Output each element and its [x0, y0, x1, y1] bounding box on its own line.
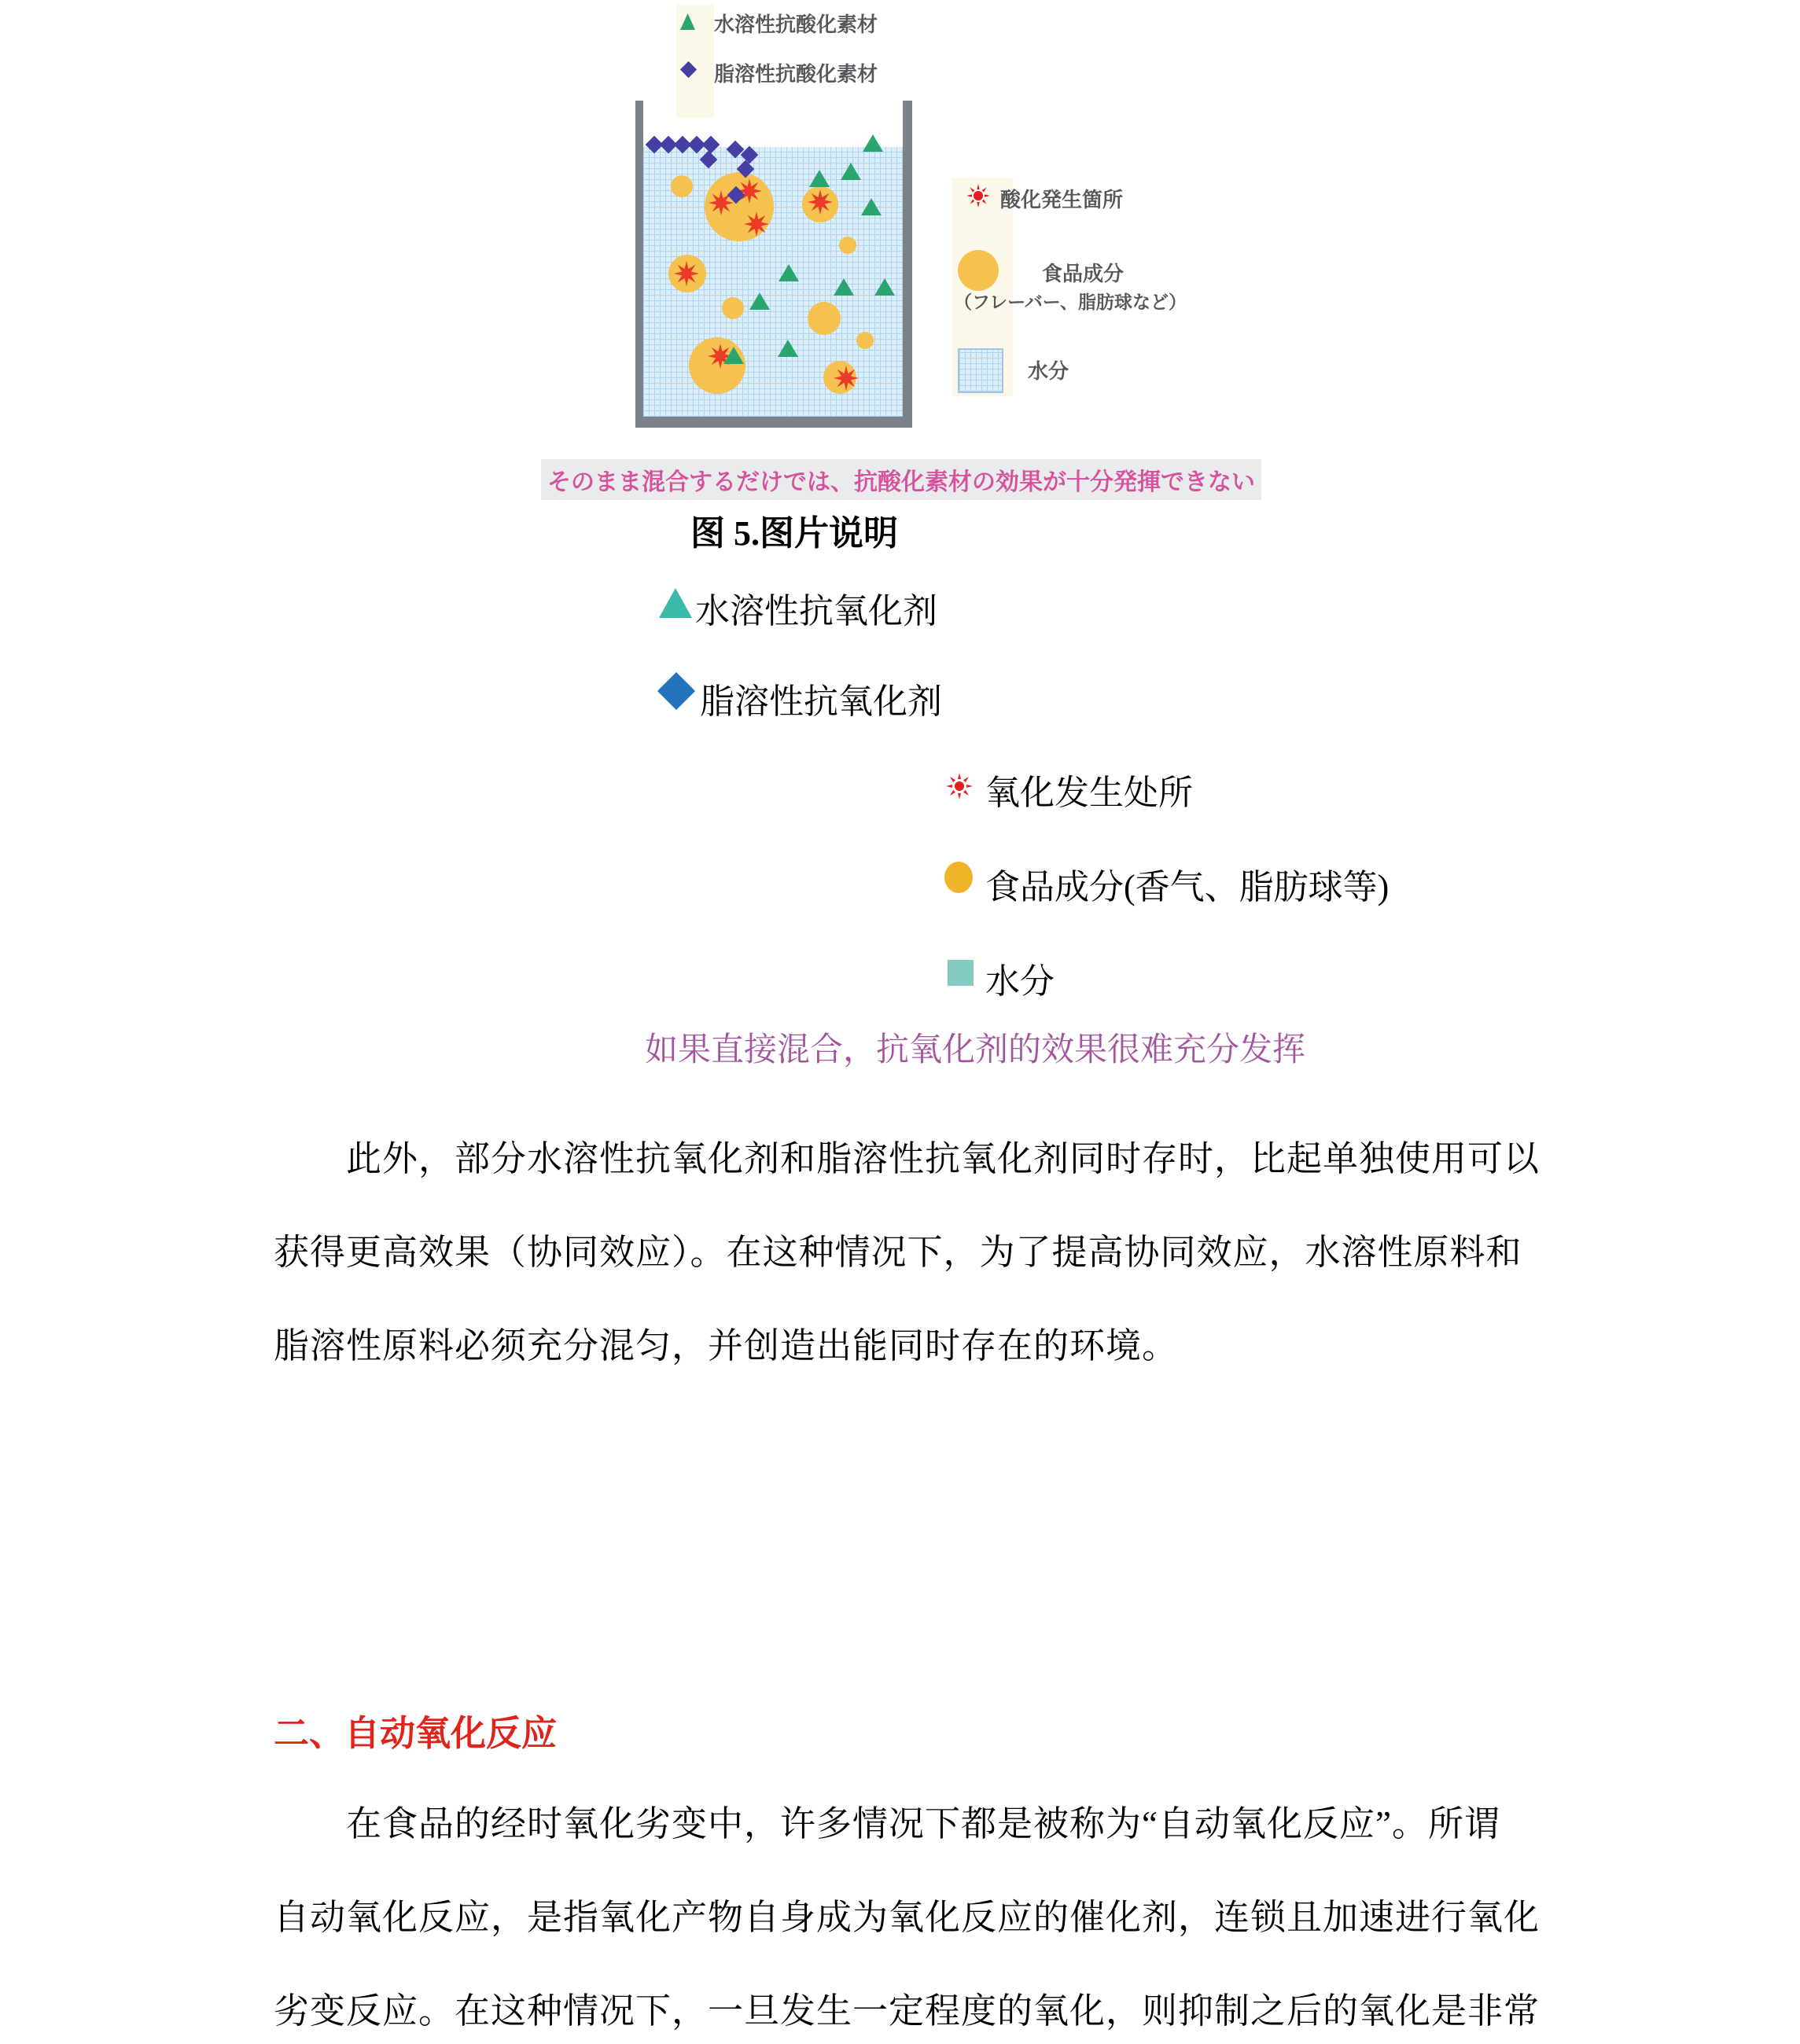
- paragraph-line: 劣变反应。在这种情况下，一旦发生一定程度的氧化，则抑制之后的氧化是非常: [274, 1991, 1540, 2031]
- fat-soluble-particle: [702, 136, 720, 154]
- jp-legend-food-sublabel: （フレーバー、脂肪球など）: [954, 292, 1187, 312]
- paragraph-2: [274, 1777, 1563, 2044]
- cn-legend-moisture-label: 水分: [985, 962, 1055, 1001]
- water-soluble-particle: [779, 264, 799, 281]
- jp-highlight-text: そのまま混合するだけでは、抗酸化素材の効果が十分発揮できない: [547, 469, 1255, 495]
- water-soluble-particle: [778, 340, 798, 357]
- jp-legend-fat-soluble-label: 脂溶性抗酸化素材: [714, 62, 878, 86]
- beaker-left-wall: [635, 101, 643, 428]
- water-soluble-particle: [863, 134, 883, 152]
- cn-legend-oxidation-label: 氧化发生处所: [985, 774, 1193, 812]
- jp-legend-moisture-label: 水分: [1028, 359, 1069, 383]
- beaker-illustration: [635, 101, 912, 428]
- section-heading: 二、自动氧化反应: [274, 1714, 558, 1753]
- beaker-bottom: [635, 417, 912, 428]
- fat-soluble-particle: [700, 151, 718, 169]
- cn-oxidation-starburst-icon: [946, 773, 973, 800]
- cn-legend-water-soluble-label: 水溶性抗氧化剂: [695, 592, 937, 630]
- oxidation-starburst-icon: [966, 184, 990, 208]
- water-soluble-particle: [861, 198, 882, 215]
- food-component-circle-icon: [958, 250, 999, 291]
- oxidation-spot: [674, 261, 699, 286]
- jp-legend-oxidation-label: 酸化発生箇所: [1000, 188, 1124, 211]
- water-soluble-particle: [841, 163, 861, 180]
- cn-water-soluble-triangle-icon: [659, 588, 692, 618]
- moisture-grid-square-icon: [958, 348, 1003, 393]
- paragraph-line: 自动氧化反应，是指氧化产物自身成为氧化反应的催化剂，连锁且加速进行氧化: [274, 1898, 1540, 1937]
- water-soluble-particle: [874, 278, 895, 296]
- oxidation-spot: [834, 366, 859, 391]
- cn-highlight-text: 如果直接混合，抗氧化剂的效果很难充分发挥: [645, 1032, 1306, 1068]
- paragraph-line: 在食品的经时氧化劣变中，许多情况下都是被称为“自动氧化反应”。所谓: [346, 1804, 1500, 1844]
- jp-legend-food-label: 食品成分: [1042, 262, 1125, 285]
- cn-fat-soluble-diamond-icon: [657, 672, 695, 710]
- paragraph-line: 此外，部分水溶性抗氧化剂和脂溶性抗氧化剂同时存时，比起单独使用可以: [346, 1139, 1540, 1178]
- figure-caption: 图 5.图片说明: [690, 514, 898, 553]
- paragraph-1: [274, 1112, 1563, 1393]
- food-droplet: [839, 237, 856, 254]
- water-soluble-particle: [809, 170, 830, 187]
- cn-moisture-square-icon: [948, 960, 974, 986]
- beaker-right-wall: [903, 101, 912, 428]
- oxidation-spot: [808, 189, 833, 215]
- cn-legend-food-label: 食品成分(香气、脂肪球等): [985, 868, 1390, 906]
- food-droplet: [722, 297, 744, 319]
- food-droplet: [808, 302, 841, 335]
- beaker-contents: [635, 101, 912, 428]
- food-droplet: [671, 175, 693, 197]
- water-soluble-particle: [749, 292, 770, 310]
- food-droplet: [856, 332, 874, 349]
- water-soluble-particle: [834, 278, 854, 296]
- paragraph-line: 脂溶性原料必须充分混匀，并创造出能同时存在的环境。: [274, 1326, 1179, 1366]
- oxidation-spot: [744, 211, 769, 237]
- cn-legend-fat-soluble-label: 脂溶性抗氧化剂: [700, 682, 942, 721]
- paragraph-line: 获得更高效果（协同效应）。在这种情况下，为了提高协同效应，水溶性原料和: [274, 1233, 1522, 1272]
- jp-legend-water-soluble-label: 水溶性抗酸化素材: [714, 13, 878, 36]
- jp-highlight-band: [541, 459, 1261, 500]
- cn-food-circle-icon: [944, 862, 973, 893]
- food-droplet: [689, 337, 745, 394]
